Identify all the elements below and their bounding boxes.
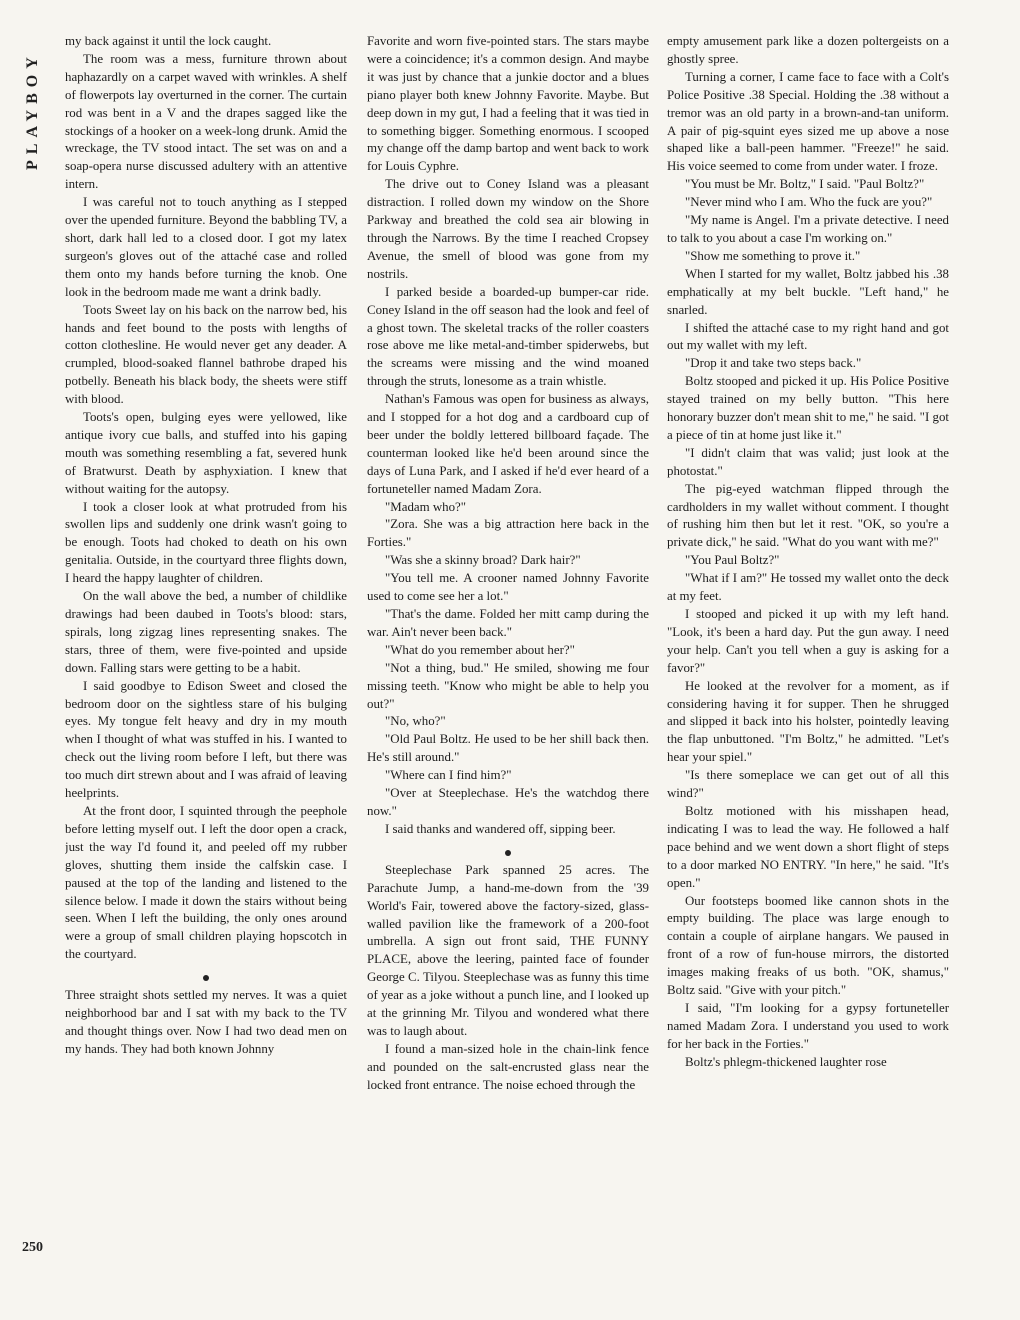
paragraph: "You Paul Boltz?" [685, 553, 780, 568]
paragraph: Turning a corner, I came face to face with a Colt's Police Positive .38 Special. Holding the .38 without a tremor was an old party in a brown-and-tan uniform. A pair of pig-squint eyes sized me up above a nose shaped like a ball-peen hammer. "Freeze!" he said. His voice seemed to come from under water. I froze. [667, 69, 949, 174]
paragraph: Boltz motioned with his misshapen head, indicating I was to lead the way. He followed a half pace behind and we went down a short flight of steps to a door marked NO ENTRY. "In here," he said. "It's open." [667, 803, 949, 890]
paragraph: I said, "I'm looking for a gypsy fortuneteller named Madam Zora. I understand you used to work for her back in the Forties." [667, 1000, 949, 1051]
paragraph: At the front door, I squinted through the peephole before letting myself out. I left the door open a crack, just the way I'd found it, and peeled off my rubber gloves, shutting them inside the calfskin case. I paused at the top of the landing and listened to the silence below. I made it down the stairs without being seen. When I left the building, the only ones around were a group of small children playing hopscotch in the courtyard. [65, 803, 347, 962]
paragraph: "I didn't claim that was valid; just look at the photostat." [667, 445, 949, 478]
paragraph: He looked at the revolver for a moment, as if considering having it for supper. Then he shrugged and slipped it back into his holster, pointedly leaving the flap unbuttoned. "I'm Boltz," he admitted. "Let's hear your spiel." [667, 678, 949, 765]
paragraph: Toots Sweet lay on his back on the narrow bed, his hands and feet bound to the posts with lengths of cotton clothesline. He would never get any deader. A crumpled, blood-soaked flannel bathrobe draped his potbelly. Beneath his black body, the sheets were stiff with blood. [65, 302, 347, 407]
paragraph: "Drop it and take two steps back." [685, 356, 862, 371]
paragraph: Boltz's phlegm-thickened laughter rose [685, 1054, 887, 1069]
paragraph: I found a man-sized hole in the chain-link fence and pounded on the salt-encrusted glass near the locked front entrance. The noise echoed through the [367, 1041, 649, 1092]
paragraph: "What if I am?" He tossed my wallet onto the deck at my feet. [667, 571, 949, 604]
paragraph: "Not a thing, bud." He smiled, showing me four missing teeth. "Know who might be able to help you out?" [367, 660, 649, 711]
paragraph: When I started for my wallet, Boltz jabbed his .38 emphatically at my belt buckle. "Left hand," he snarled. [667, 266, 949, 317]
section-break [65, 969, 347, 979]
paragraph: The pig-eyed watchman flipped through the cardholders in my wallet without comment. I thought of rushing him then but let it rest. "OK, so you're a private dick," he said. "What do you want with me?" [667, 481, 949, 550]
paragraph: "You tell me. A crooner named Johnny Favorite used to come see her a lot." [367, 571, 649, 604]
paragraph: "Show me something to prove it." [685, 248, 861, 263]
paragraph: I stooped and picked it up with my left hand. "Look, it's been a hard day. Put the gun away. I need your help. Can't you tell when a guy is asking for a favor?" [667, 607, 949, 675]
paragraph: I said thanks and wandered off, sipping beer. [385, 821, 616, 836]
paragraph: Our footsteps boomed like cannon shots in the empty building. The place was large enough to contain a couple of airplane hangars. We paused in front of a row of fun-house mirrors, the distorted images making freaks of us both. "OK, shamus," Boltz said. "Give with your pitch." [667, 893, 949, 998]
paragraph: I took a closer look at what protruded from his swollen lips and suddenly one drink wasn't going to be enough. Toots had choked to death on his own genitalia. Outside, in the courtyard three flights down, I heard the happy laughter of children. [65, 499, 347, 586]
paragraph: my back against it until the lock caught. [65, 34, 272, 48]
paragraph: Steeplechase Park spanned 25 acres. The Parachute Jump, a hand-me-down from the '39 World's Fair, towered above the factory-sized, glass-walled pavilion like the framework of a 200-foot umbrella. A sign out front said, THE FUNNY PLACE, above the leering, painted face of founder George C. Tilyou. Steeplechase was as funny this time of year as a joke without a punch line, and I looked up at the grinning Mr. Tilyou and wondered what there was to laugh about. [367, 862, 649, 1038]
section-break [367, 844, 649, 854]
magazine-masthead: PLAYBOY [24, 51, 41, 171]
paragraph: I shifted the attaché case to my right hand and got out my wallet with my left. [667, 320, 949, 353]
paragraph: "That's the dame. Folded her mitt camp during the war. Ain't never been back." [367, 607, 649, 639]
bullet-icon [505, 850, 511, 856]
paragraph: "My name is Angel. I'm a private detective. I need to talk to you about a case I'm working on." [667, 213, 949, 245]
paragraph: "Where can I find him?" [385, 768, 512, 783]
page-number: 250 [22, 1240, 43, 1255]
text-column-2 [367, 33, 649, 1295]
paragraph: "Madam who?" [385, 499, 467, 514]
paragraph: On the wall above the bed, a number of childlike drawings had been daubed in Toots's blood: stars, spirals, long zigzag lines representing snakes. The stars, three of them, were five-pointed and upside down. Falling stars were getting to be a habit. [65, 589, 347, 675]
paragraph: Nathan's Famous was open for business as always, and I stopped for a hot dog and a cardboard cup of beer under the boldly lettered billboard façade. The counterman looked like he'd been around since the days of Luna Park, and I asked if he'd ever heard of a fortuneteller named Madam Zora. [367, 392, 649, 496]
paragraph: I said goodbye to Edison Sweet and closed the bedroom door on the sightless stare of his bulging eyes. My tongue felt heavy and dry in my mouth when I thought of what was stuffed in his. I wanted to check out the living room before I left, but there was too much dirt strewn about and I was afraid of leaving heelprints. [65, 678, 347, 801]
paragraph: The room was a mess, furniture thrown about haphazardly on a carpet waved with wrinkles. A shelf of flowerpots lay overturned in the corner. The curtain rod was bent in a V and the drapes sagged like the stockings of a hooker on a week-long drunk. Amid the wreckage, the TV stood intact. The set was on and a soap-opera nurse discussed adultery with an attentive intern. [65, 51, 347, 192]
paragraph: I parked beside a boarded-up bumper-car ride. Coney Island in the off season had the look and feel of a ghost town. The skeletal tracks of the roller coasters rose above me like metal-and-timber spiderwebs, but the screams were missing and the wind moaned through the struts, lonesome as a train whistle. [367, 284, 649, 389]
paragraph: empty amusement park like a dozen poltergeists on a ghostly spree. [667, 34, 949, 66]
paragraph: The drive out to Coney Island was a pleasant distraction. I rolled down my window on the Shore Parkway and breathed the cold sea air blowing in through the Narrows. By the time I reached Cropsey Avenue, the smell of blood was gone from my nostrils. [367, 177, 649, 281]
paragraph: "You must be Mr. Boltz," I said. "Paul Boltz?" [685, 177, 925, 192]
paragraph: I was careful not to touch anything as I stepped over the upended furniture. Beyond the babbling TV, a short, dark hall led to a closed door. I got my latex surgeon's gloves out of the attaché case and rolled them onto my hands before turning the knob. One look in the bedroom made me want a drink badly. [65, 195, 347, 299]
paragraph: "Is there someplace we can get out of all this wind?" [667, 768, 949, 801]
paragraph: "Zora. She was a big attraction here back in the Forties." [367, 517, 649, 550]
paragraph: Favorite and worn five-pointed stars. The stars maybe were a coincidence; it's a common design. And maybe it was just by chance that a junkie doctor and a blues piano player both knew Johnny Favorite. Maybe. But deep down in my gut, I had a feeling that it was tied in to something bigger. Something enormous. I scooped my change off the damp bartop and went back to work for Louis Cyphre. [367, 34, 649, 174]
paragraph: Three straight shots settled my nerves. It was a quiet neighborhood bar and I sat with my back to the TV and thought things over. Now I had two dead men on my hands. They had both known Johnny [65, 988, 347, 1056]
paragraph: "Was she a skinny broad? Dark hair?" [385, 553, 581, 568]
paragraph: Boltz stooped and picked it up. His Police Positive stayed trained on my belly button. "This here honorary buzzer don't mean shit to me," he said. "I got a piece of tin at home just like it." [667, 374, 949, 442]
paragraph: Toots's open, bulging eyes were yellowed, like antique ivory cue balls, and stuffed into his gaping mouth was something resembling a fat, severed hunk of Bratwurst. Death by asphyxiation. I knew that without waiting for the autopsy. [65, 410, 347, 496]
paragraph: "Over at Steeplechase. He's the watchdog there now." [367, 786, 649, 818]
paragraph: "No, who?" [385, 714, 446, 729]
paragraph: "Old Paul Boltz. He used to be her shill back then. He's still around." [367, 732, 649, 765]
text-column-1 [65, 33, 347, 1295]
bullet-icon [203, 975, 209, 981]
paragraph: "What do you remember about her?" [385, 642, 575, 657]
text-column-3 [667, 33, 949, 1295]
paragraph: "Never mind who I am. Who the fuck are you?" [685, 195, 933, 210]
